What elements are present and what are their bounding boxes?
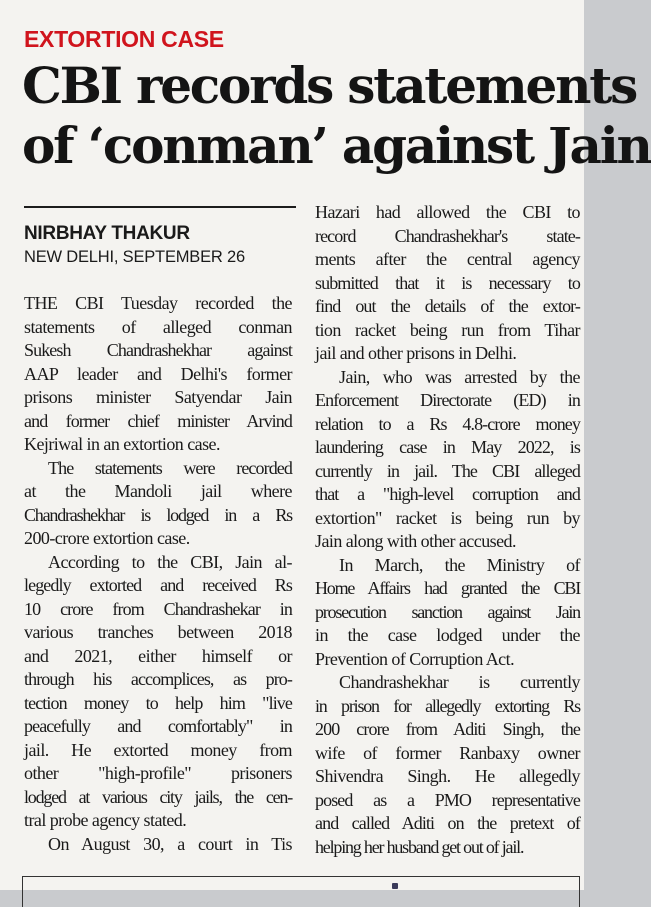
- article-line: Enforcement Directorate (ED) in: [315, 390, 580, 410]
- article-line: Chandrashekhar is currently: [339, 672, 580, 692]
- article-line: Sukesh Chandrashekhar against: [24, 340, 292, 360]
- article-line: jail and other prisons in Delhi.: [315, 343, 517, 363]
- article-column-right: [315, 201, 580, 859]
- article-line: in prison for allegedly extorting Rs: [315, 695, 580, 716]
- section-kicker: EXTORTION CASE: [24, 26, 224, 52]
- article-line: Prevention of Corruption Act.: [315, 648, 515, 669]
- article-line: other "high-profile" prisoners: [24, 763, 292, 783]
- article-line: prisons minister Satyendar Jain: [24, 387, 292, 407]
- article-line: find out the details of the extor-: [315, 296, 580, 316]
- article-line: extortion" racket is being run by: [315, 507, 580, 528]
- article-line: Chandrashekhar is lodged in a Rs: [24, 504, 292, 525]
- article-line: and called Aditi on the pretext of: [315, 813, 580, 833]
- article-line: 200-crore extortion case.: [24, 528, 190, 548]
- article-line: helping her husband get out of jail.: [315, 836, 524, 857]
- headline-line: of ‘conman’ against Jain: [22, 116, 651, 175]
- article-line: Jain along with other accused.: [315, 531, 516, 551]
- article-line: record Chandrashekhar's state-: [315, 225, 580, 246]
- dateline: NEW DELHI, SEPTEMBER 26: [24, 248, 245, 266]
- article-line: through his accomplices, as pro-: [24, 669, 292, 689]
- article-line: currently in jail. The CBI alleged: [315, 460, 580, 481]
- article-line: peacefully and comfortably" in: [24, 716, 292, 736]
- article-line: and former chief minister Arvind: [24, 410, 292, 431]
- article-line: tral probe agency stated.: [24, 810, 187, 830]
- article-line: that a "high-level corruption and: [315, 484, 580, 504]
- article-line: tion racket being run from Tihar: [315, 319, 580, 340]
- article-line: jail. He extorted money from: [24, 739, 292, 760]
- article-line: AAP leader and Delhi's former: [24, 363, 292, 384]
- article-line: in the case lodged under the: [315, 625, 580, 645]
- bullet-mark: [392, 883, 398, 889]
- article-line: On August 30, a court in Tis: [48, 833, 292, 854]
- article-line: 10 crore from Chandrashekar in: [24, 598, 292, 619]
- byline-rule: [24, 206, 296, 208]
- article-line: tection money to help him "live: [24, 692, 292, 713]
- article-line: lodged at various city jails, the cen-: [24, 786, 292, 807]
- article-line: According to the CBI, Jain al-: [48, 551, 292, 572]
- article-line: legedly extorted and received Rs: [24, 575, 292, 595]
- article-line: THE CBI Tuesday recorded the: [24, 293, 292, 313]
- article-line: 200 crore from Aditi Singh, the: [315, 719, 580, 739]
- article-line: Jain, who was arrested by the: [339, 366, 580, 387]
- article-line: Kejriwal in an extortion case.: [24, 434, 220, 454]
- article-line: prosecution sanction against Jain: [315, 601, 580, 622]
- article-line: and 2021, either himself or: [24, 645, 292, 666]
- article-line: ments after the central agency: [315, 249, 580, 269]
- article-column-left: [24, 292, 292, 856]
- article-line: laundering case in May 2022, is: [315, 437, 580, 457]
- article-line: relation to a Rs 4.8-crore money: [315, 413, 580, 434]
- article-line: posed as a PMO representative: [315, 789, 580, 810]
- article-line: submitted that it is necessary to: [315, 272, 580, 293]
- headline: [22, 56, 651, 176]
- article-line: at the Mandoli jail where: [24, 481, 292, 501]
- byline: NIRBHAY THAKUR: [24, 223, 190, 244]
- article-line: various tranches between 2018: [24, 622, 292, 642]
- article-line: statements of alleged conman: [24, 316, 292, 337]
- article-line: Home Affairs had granted the CBI: [315, 578, 580, 598]
- article-line: wife of former Ranbaxy owner: [315, 742, 580, 763]
- next-article-border: [22, 876, 580, 907]
- article-line: In March, the Ministry of: [339, 554, 580, 575]
- article-line: The statements were recorded: [48, 457, 292, 478]
- headline-line: CBI records statements: [22, 56, 637, 115]
- article-line: Shivendra Singh. He allegedly: [315, 766, 580, 786]
- article-line: Hazari had allowed the CBI to: [315, 202, 580, 222]
